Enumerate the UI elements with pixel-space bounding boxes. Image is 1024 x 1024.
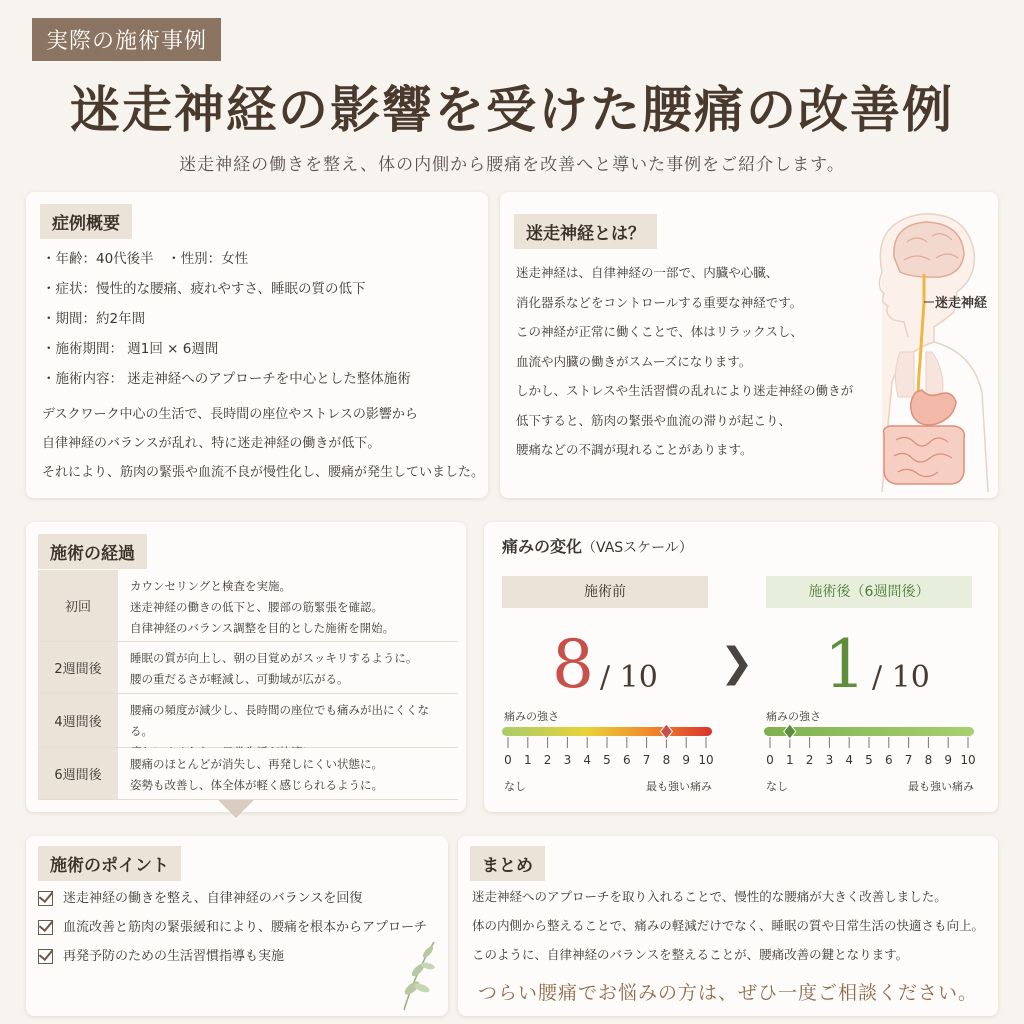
pain-title-sub: （VASスケール） [582, 540, 693, 556]
scale-tick-label: 7 [642, 753, 651, 767]
checkbox-icon [38, 949, 53, 964]
treatment-progress-card [26, 522, 466, 812]
after-scale-label: 痛みの強さ [766, 710, 821, 723]
row-line: 腰痛の頻度が減少し、長時間の座位でも痛みが出にくくなる。 [130, 703, 429, 738]
checkbox-icon [38, 920, 53, 935]
point-text: 迷走神経の働きを整え、自律神経のバランスを回復 [63, 891, 363, 906]
row-line: 腰の重だるさが軽減し、可動域が広がる。 [130, 672, 349, 686]
case-overview-label: 症例概要 [40, 204, 132, 239]
case-item-symptom: ・症状：慢性的な腰痛、疲れやすさ、睡眠の質の低下 [42, 281, 366, 297]
case-description [42, 400, 484, 487]
chevron-right-icon: ❯ [720, 640, 754, 686]
row-line: 腰痛のほとんどが消失し、再発しにくい状態に。 [130, 757, 383, 771]
table-row [38, 694, 458, 748]
scale-tick-label: 0 [504, 753, 512, 767]
closing-message: つらい腰痛でお悩みの方は、ぜひ一度ご相談ください。 [477, 982, 978, 1004]
scale-tick-label: 8 [662, 753, 671, 767]
before-label: 施術前 [502, 576, 708, 608]
header-tag: 実際の施術事例 [32, 18, 221, 61]
scale-tick-label: 3 [825, 753, 834, 767]
before-score-value: 8 [552, 626, 594, 703]
after-score-denominator: / 10 [872, 660, 930, 695]
scale-tick-label: 9 [682, 753, 691, 767]
case-overview-card [26, 192, 488, 498]
pain-title-text: 痛みの変化 [502, 537, 583, 556]
vagus-nerve-description [516, 258, 866, 465]
row-line: 姿勢も改善し、体全体が軽く感じられるように。 [130, 778, 383, 792]
progress-label: 施術の経過 [38, 534, 147, 569]
summary-line: 体の内側から整えることで、痛みの軽減だけでなく、睡眠の質や日常生活の快適さも向上。 [472, 918, 985, 933]
row-detail [118, 642, 458, 693]
summary-line: このように、自律神経のバランスを整えることが、腰痛改善の鍵となります。 [472, 947, 909, 962]
vagus-line: 腰痛などの不調が現れることがあります。 [516, 442, 753, 457]
scale-tick-label: 2 [805, 753, 814, 767]
row-detail [118, 748, 458, 799]
after-label: 施術後（6週間後） [766, 576, 972, 608]
page-title: 迷走神経の影響を受けた腰痛の改善例 [70, 80, 954, 139]
scale-tick-label: 0 [766, 753, 774, 767]
leaf-icon [396, 936, 440, 1012]
before-score [552, 626, 658, 706]
scale-tick-label: 4 [583, 753, 592, 767]
case-item-period: ・期間：約2年間 [42, 311, 146, 327]
pain-change-card [484, 522, 998, 812]
list-item [38, 884, 427, 913]
row-line: 迷走神経の働きの低下と、腰部の筋緊張を確認。 [130, 600, 383, 614]
before-score-denominator: / 10 [600, 660, 658, 695]
scale-tick-label: 6 [622, 753, 631, 767]
vagus-figure-label: 迷走神経 [935, 296, 988, 311]
row-line: 睡眠の質が向上し、朝の目覚めがスッキリするように。 [130, 651, 418, 665]
points-list [38, 884, 427, 971]
down-arrow-icon [218, 800, 254, 818]
vagus-line: しかし、ストレスや生活習慣の乱れにより迷走神経の働きが [516, 383, 854, 398]
scale-tick-label: 2 [543, 753, 552, 767]
row-detail [118, 694, 458, 747]
summary-label: まとめ [470, 846, 545, 881]
pain-title [502, 534, 693, 557]
row-when: 4週間後 [38, 694, 118, 747]
row-when: 2週間後 [38, 642, 118, 693]
points-label: 施術のポイント [38, 846, 181, 881]
table-row [38, 642, 458, 694]
scale-tick-label: 1 [523, 753, 532, 767]
summary-text [472, 882, 984, 969]
scale-tick-label: 5 [865, 753, 873, 767]
case-item-age: ・年齢：40代後半 ・性別：女性 [42, 251, 249, 267]
before-scale-high: 最も強い痛み [646, 780, 712, 793]
scale-tick-label: 3 [563, 753, 572, 767]
scale-tick-label: 7 [904, 753, 913, 767]
vagus-line: 消化器系などをコントロールする重要な神経です。 [516, 294, 803, 310]
scale-marker [660, 724, 672, 739]
vagus-line: 迷走神経は、自律神経の一部で、内臓や心臓、 [516, 265, 779, 280]
summary-card [458, 836, 998, 1016]
case-description-line: それにより、筋肉の緊張や血流不良が慢性化し、腰痛が発生していました。 [42, 465, 485, 480]
after-scale-high: 最も強い痛み [908, 780, 974, 793]
after-score-value: 1 [824, 626, 866, 703]
after-pain-scale [762, 722, 978, 778]
scale-bar [502, 727, 712, 736]
row-when: 6週間後 [38, 748, 118, 799]
before-scale-label: 痛みの強さ [504, 710, 559, 723]
scale-tick-label: 9 [944, 753, 953, 767]
page-subtitle: 迷走神経の働きを整え、体の内側から腰痛を改善へと導いた事例をご紹介します。 [179, 155, 845, 175]
vagus-line: この神経が正常に働くことで、体はリラックスし、 [516, 324, 803, 339]
table-row [38, 748, 458, 800]
table-row [38, 570, 458, 642]
vagus-line: 血流や内臓の働きがスムーズになります。 [516, 353, 752, 369]
anatomy-illustration [862, 202, 992, 492]
scale-tick-label: 10 [698, 753, 714, 767]
scale-tick-label: 10 [960, 753, 976, 767]
case-description-line: デスクワーク中心の生活で、長時間の座位やストレスの影響から [42, 407, 418, 422]
summary-line: 迷走神経へのアプローチを取り入れることで、慢性的な腰痛が大きく改善しました。 [472, 889, 947, 904]
row-line: 自律神経のバランス調整を目的とした施術を開始。 [130, 621, 395, 635]
after-scale-low: なし [766, 780, 788, 793]
checkbox-icon [38, 891, 53, 906]
treatment-points-card [26, 836, 448, 1016]
row-when: 初回 [38, 570, 118, 641]
point-text: 血流改善と筋肉の緊張緩和により、腰痛を根本からアプローチ [63, 920, 428, 935]
point-text: 再発予防のための生活習慣指導も実施 [63, 949, 285, 964]
scale-tick-label: 5 [603, 753, 611, 767]
before-scale-low: なし [504, 780, 526, 793]
scale-tick-label: 1 [785, 753, 794, 767]
progress-table [38, 570, 458, 800]
vagus-nerve-card [500, 192, 998, 498]
case-item-treatment-content: ・施術内容： 迷走神経へのアプローチを中心とした整体施術 [42, 371, 411, 387]
case-description-line: 自律神経のバランスが乱れ、特に迷走神経の働きが低下。 [42, 436, 381, 451]
scale-tick-label: 4 [845, 753, 854, 767]
before-pain-scale [500, 722, 716, 778]
case-info-list [42, 244, 411, 394]
after-score [824, 626, 930, 706]
row-detail [118, 570, 458, 641]
list-item [38, 942, 427, 971]
vagus-line: 低下すると、筋肉の緊張や血流の滞りが起こり、 [516, 412, 792, 428]
scale-tick-label: 6 [884, 753, 893, 767]
scale-marker [784, 724, 796, 739]
case-item-treatment-period: ・施術期間： 週1回 × 6週間 [42, 341, 219, 357]
row-line: カウンセリングと検査を実施。 [130, 579, 291, 593]
scale-tick-label: 8 [924, 753, 933, 767]
list-item [38, 913, 427, 942]
vagus-nerve-label: 迷走神経とは？ [514, 214, 657, 249]
